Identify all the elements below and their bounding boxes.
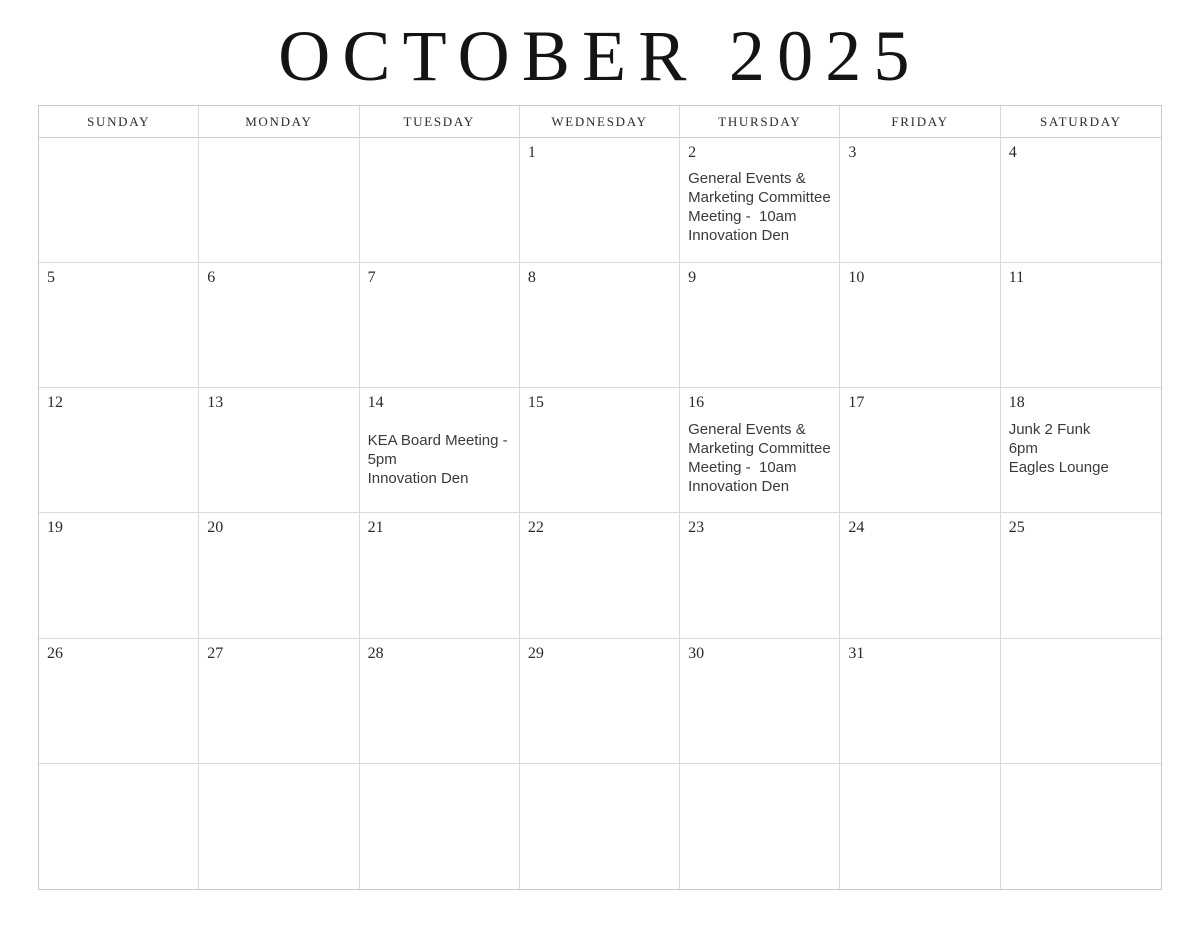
day-number: 2	[688, 144, 697, 161]
day-cell-4	[1001, 138, 1161, 263]
day-cell-empty	[39, 138, 199, 263]
event-line: Marketing Committee	[688, 439, 831, 457]
day-number: 6	[207, 269, 216, 287]
day-number: 12	[47, 394, 63, 412]
event-line: 6pm	[1008, 439, 1038, 457]
day-cell-28	[360, 639, 520, 764]
day-cell-23	[680, 513, 840, 638]
event-line: Marketing Committee	[688, 189, 831, 207]
day-cell-empty	[199, 138, 359, 263]
event-line: Eagles Lounge	[1008, 458, 1109, 476]
day-cell-20	[199, 513, 359, 638]
day-cell-17	[840, 388, 1000, 513]
day-cell-5	[39, 263, 199, 388]
day-cell-empty	[199, 764, 359, 889]
day-cell-9	[680, 263, 840, 388]
event-line: KEA Board Meeting -	[367, 431, 508, 449]
weekday-header-wednesday: WEDNESDAY	[520, 106, 680, 138]
day-number: 19	[47, 519, 63, 537]
day-cell-24	[840, 513, 1000, 638]
event-text	[368, 431, 513, 488]
day-cell-empty	[360, 764, 520, 889]
day-number: 9	[688, 269, 697, 287]
day-number: 16	[688, 394, 705, 412]
day-number: 24	[848, 519, 865, 537]
day-number: 17	[848, 394, 865, 412]
day-cell-8	[520, 263, 680, 388]
event-line: Innovation Den	[688, 477, 790, 495]
day-cell-empty	[1001, 764, 1161, 889]
event-line: Junk 2 Funk	[1008, 420, 1091, 438]
day-cell-22	[520, 513, 680, 638]
day-cell-6	[199, 263, 359, 388]
day-cell-18	[1001, 388, 1161, 513]
event-line: Innovation Den	[367, 469, 469, 487]
day-cell-2	[680, 138, 840, 263]
day-number: 28	[367, 644, 384, 662]
day-cell-19	[39, 513, 199, 638]
event-text	[1009, 420, 1155, 477]
day-cell-7	[360, 263, 520, 388]
event-line: Meeting - 10am	[688, 208, 797, 226]
day-number: 21	[367, 519, 384, 537]
day-cell-27	[199, 639, 359, 764]
day-cell-empty	[1001, 639, 1161, 764]
event-text	[688, 420, 833, 496]
day-cell-16	[680, 388, 840, 513]
day-cell-3	[840, 138, 1000, 263]
day-cell-empty	[680, 764, 840, 889]
calendar-title: OCTOBER 2025	[278, 16, 922, 96]
day-number: 1	[527, 144, 536, 161]
day-number: 7	[367, 269, 376, 287]
day-cell-31	[840, 639, 1000, 764]
day-number: 23	[688, 519, 705, 537]
day-cell-12	[39, 388, 199, 513]
weekday-header-friday: FRIDAY	[840, 106, 1000, 138]
day-number: 4	[1008, 144, 1017, 161]
day-number: 25	[1008, 519, 1025, 537]
event-line: Innovation Den	[688, 227, 790, 245]
event-line: General Events &	[688, 420, 806, 438]
weekday-header-saturday: SATURDAY	[1001, 106, 1161, 138]
day-cell-15	[520, 388, 680, 513]
day-number: 22	[527, 519, 544, 537]
day-cell-30	[680, 639, 840, 764]
day-cell-empty	[39, 764, 199, 889]
day-cell-14	[360, 388, 520, 513]
event-line: Meeting - 10am	[688, 458, 797, 476]
day-number: 10	[848, 269, 865, 287]
day-number: 26	[47, 644, 63, 662]
day-number: 8	[527, 269, 536, 287]
day-number: 20	[207, 519, 224, 537]
day-number: 3	[848, 144, 857, 161]
day-cell-empty	[520, 764, 680, 889]
day-cell-10	[840, 263, 1000, 388]
day-cell-11	[1001, 263, 1161, 388]
day-number: 15	[527, 394, 544, 412]
day-cell-25	[1001, 513, 1161, 638]
day-number: 29	[527, 644, 544, 662]
day-number: 11	[1008, 269, 1025, 287]
event-line: General Events &	[688, 170, 806, 188]
weekday-header-monday: MONDAY	[199, 106, 359, 138]
day-cell-1	[520, 138, 680, 263]
day-cell-29	[520, 639, 680, 764]
day-number: 14	[367, 394, 384, 412]
event-text	[688, 169, 833, 245]
day-cell-empty	[840, 764, 1000, 889]
day-cell-empty	[360, 138, 520, 263]
day-number: 30	[688, 644, 705, 662]
calendar-grid	[38, 105, 1162, 890]
weekday-header-thursday: THURSDAY	[680, 106, 840, 138]
day-number: 13	[207, 394, 224, 412]
day-cell-26	[39, 639, 199, 764]
day-number: 18	[1008, 394, 1025, 412]
weekday-header-tuesday: TUESDAY	[360, 106, 520, 138]
event-line: 5pm	[367, 450, 397, 468]
weekday-header-sunday: SUNDAY	[39, 106, 199, 138]
day-number: 5	[47, 269, 55, 287]
day-number: 31	[848, 644, 865, 662]
day-number: 27	[207, 644, 224, 662]
day-cell-13	[199, 388, 359, 513]
day-cell-21	[360, 513, 520, 638]
